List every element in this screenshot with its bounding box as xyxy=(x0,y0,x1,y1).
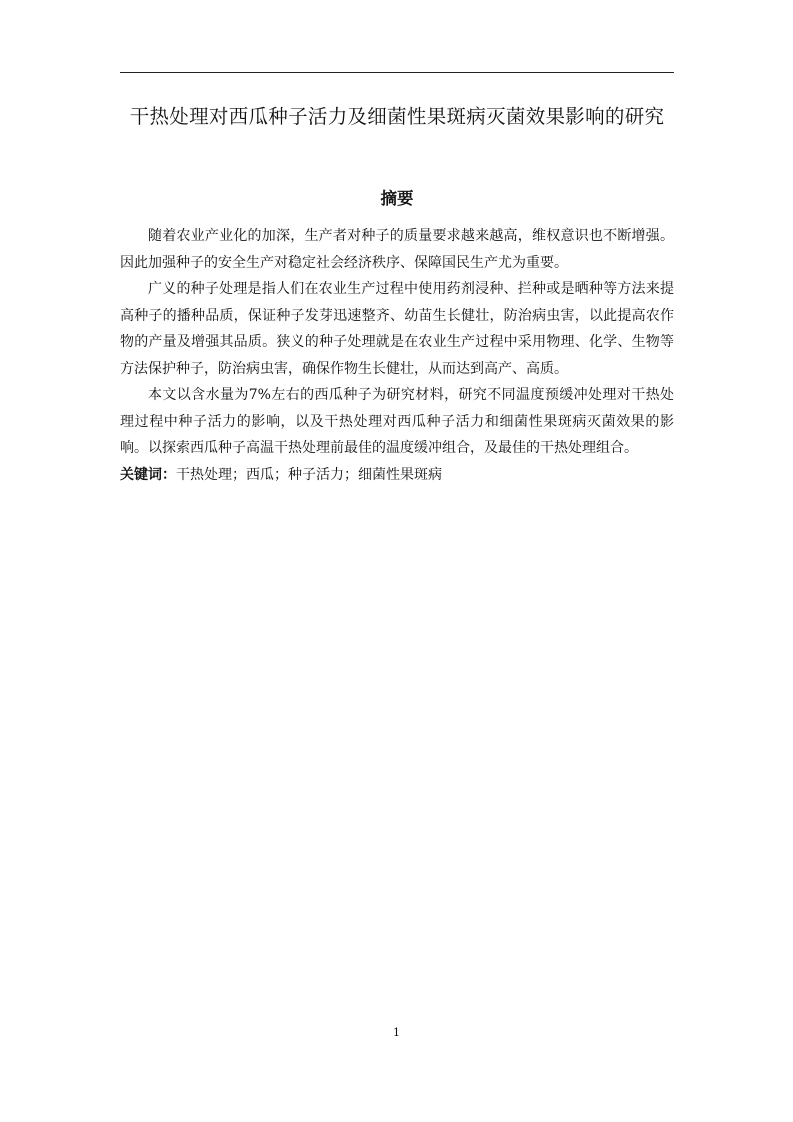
abstract-paragraph-3: 本文以含水量为7%左右的西瓜种子为研究材料，研究不同温度预缓冲处理对干热处理过程中种子活力的影响，以及干热处理对西瓜种子活力和细菌性果斑病灭菌效果的影响。以探索西瓜种子高温干热处理前最佳的温度缓冲组合，及最佳的干热处理组合。 xyxy=(120,387,674,456)
keywords-label: 关键词： xyxy=(120,466,176,483)
abstract-paragraph-2: 广义的种子处理是指人们在农业生产过程中使用药剂浸种、拦种或是晒种等方法来提高种子的播种品质，保证种子发芽迅速整齐、幼苗生长健壮，防治病虫害，以此提高农作物的产量及增强其品质。狭义的种子处理就是在农业生产过程中采用物理、化学、生物等方法保护种子，防治病虫害，确保作物生长健壮，从而达到高产、高质。 xyxy=(120,281,674,377)
page-number: 1 xyxy=(393,1026,400,1039)
abstract-heading: 摘要 xyxy=(380,189,414,208)
keywords-line xyxy=(120,462,674,489)
abstract-paragraph-1: 随着农业产业化的加深，生产者对种子的质量要求越来越高，维权意识也不断增强。因此加强种子的安全生产对稳定社会经济秩序、保障国民生产尤为重要。 xyxy=(120,228,674,271)
keywords-text: 干热处理；西瓜；种子活力；细菌性果斑病 xyxy=(176,466,442,483)
header-rule xyxy=(120,72,674,73)
abstract-body xyxy=(120,223,674,488)
document-title: 干热处理对西瓜种子活力及细菌性果斑病灭菌效果影响的研究 xyxy=(129,105,665,128)
